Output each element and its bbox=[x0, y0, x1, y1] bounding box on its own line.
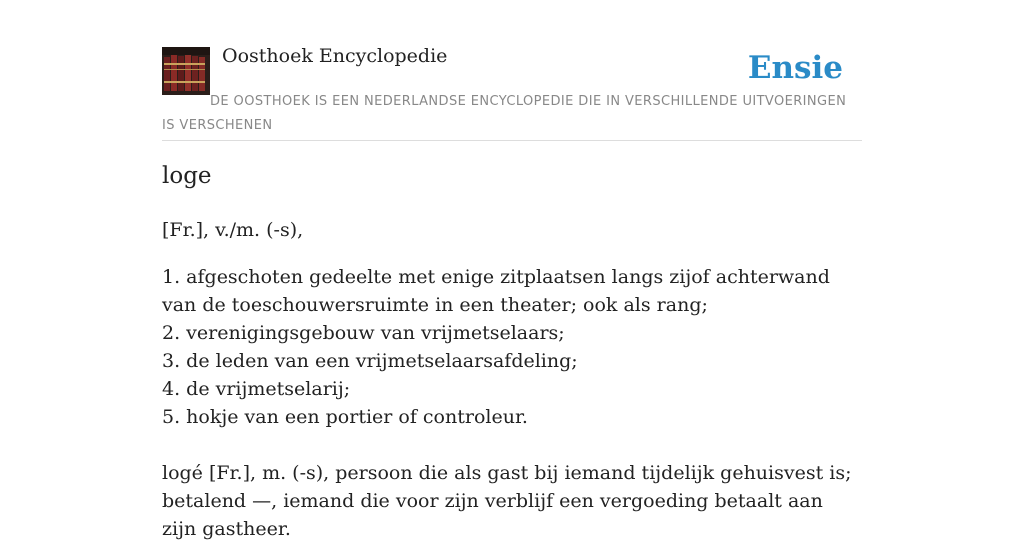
entry-etymology: [Fr.], v./m. (-s), bbox=[162, 219, 304, 241]
entry-extra-paragraph: logé [Fr.], m. (-s), persoon die als gast bij iemand tijdelijk gehuisvest is; betalend —, iemand die voor zijn verblijf een vergoeding betaalt aan zijn gastheer. bbox=[162, 462, 852, 540]
definition-item: 3. de leden van een vrijmetselaarsafdeling; bbox=[162, 350, 578, 372]
encyclopedia-books-icon bbox=[162, 47, 210, 95]
site-tagline: DE OOSTHOEK IS EEN NEDERLANDSE ENCYCLOPEDIE DIE IN VERSCHILLENDE UITVOERINGEN IS VERSCHENEN bbox=[162, 94, 847, 133]
entry-title: loge bbox=[162, 163, 212, 189]
page-container bbox=[162, 0, 862, 540]
site-name[interactable]: Oosthoek Encyclopedie bbox=[222, 45, 448, 67]
site-header bbox=[162, 0, 862, 141]
definition-list bbox=[162, 263, 862, 431]
paragraph-spacer bbox=[162, 431, 862, 459]
brand-logo[interactable]: Ensie bbox=[747, 50, 843, 86]
definition-item: 1. afgeschoten gedeelte met enige zitplaatsen langs zijof achterwand van de toeschouwersruimte in een theater; ook als rang; bbox=[162, 266, 830, 316]
entry-body bbox=[162, 216, 862, 543]
definition-item: 4. de vrijmetselarij; bbox=[162, 378, 351, 400]
definition-item: 2. verenigingsgebouw van vrijmetselaars; bbox=[162, 322, 565, 344]
avatar[interactable] bbox=[162, 47, 210, 95]
definition-item: 5. hokje van een portier of controleur. bbox=[162, 406, 528, 428]
